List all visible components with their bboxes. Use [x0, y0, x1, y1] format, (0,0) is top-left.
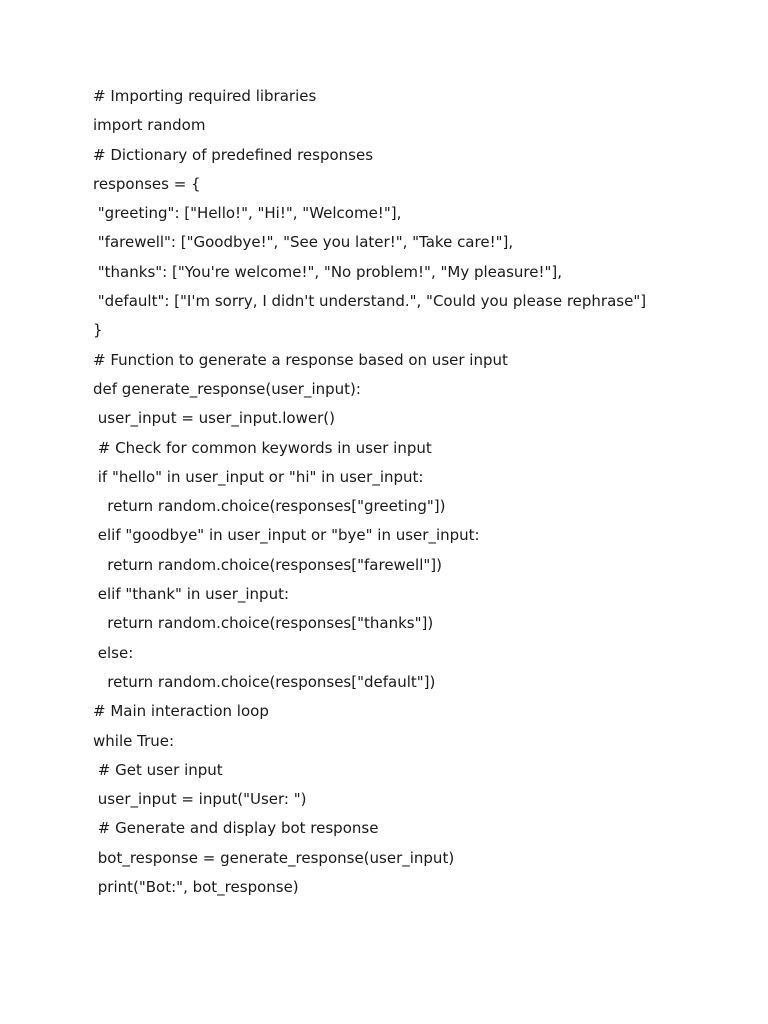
code-line-def-generate-response: def generate_response(user_input):	[93, 379, 361, 398]
code-line-comment-display-response: # Generate and display bot response	[93, 819, 379, 838]
code-line-return-default: return random.choice(responses["default"])	[93, 672, 436, 691]
code-line-return-farewell: return random.choice(responses["farewell"])	[93, 555, 442, 574]
code-line-comment-keywords: # Check for common keywords in user input	[93, 438, 432, 457]
code-line-default: "default": ["I'm sorry, I didn't understand.", "Could you please rephrase"]	[93, 292, 647, 311]
code-line-farewell: "farewell": ["Goodbye!", "See you later!", "Take care!"],	[93, 233, 514, 252]
code-line-thanks: "thanks": ["You're welcome!", "No problem!", "My pleasure!"],	[93, 262, 563, 281]
code-line-responses-open: responses = {	[93, 174, 201, 193]
code-line-lowercase-input: user_input = user_input.lower()	[93, 409, 335, 428]
code-line-elif-goodbye: elif "goodbye" in user_input or "bye" in user_input:	[93, 526, 480, 545]
code-line-while-true: while True:	[93, 731, 175, 750]
code-line-comment-imports: # Importing required libraries	[93, 87, 317, 105]
code-line-return-thanks: return random.choice(responses["thanks"])	[93, 614, 434, 633]
code-line-user-input: user_input = input("User: ")	[93, 790, 307, 809]
code-line-comment-dictionary: # Dictionary of predefined responses	[93, 145, 374, 164]
code-line-responses-close: }	[93, 321, 103, 340]
code-line-if-hello: if "hello" in user_input or "hi" in user_input:	[93, 467, 424, 486]
code-line-comment-get-input: # Get user input	[93, 760, 223, 779]
code-line-elif-thank: elif "thank" in user_input:	[93, 585, 290, 604]
code-line-greeting: "greeting": ["Hello!", "Hi!", "Welcome!"],	[93, 204, 402, 223]
code-line-comment-main-loop: # Main interaction loop	[93, 702, 269, 721]
code-line-import-random: import random	[93, 116, 206, 135]
code-line-return-greeting: return random.choice(responses["greeting"])	[93, 497, 446, 516]
code-line-print-bot: print("Bot:", bot_response)	[93, 878, 299, 897]
code-line-bot-response: bot_response = generate_response(user_input)	[93, 848, 455, 867]
code-line-comment-function: # Function to generate a response based on user input	[93, 350, 508, 369]
code-line-else: else:	[93, 643, 134, 662]
code-text-block	[93, 82, 733, 902]
